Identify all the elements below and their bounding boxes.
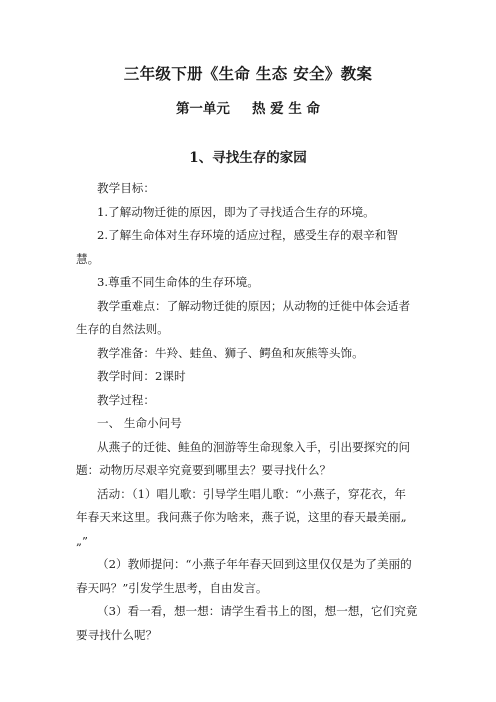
text-line: „” — [76, 533, 88, 548]
text-line: 教学时间：2课时 — [97, 369, 186, 383]
lesson-title: 1、寻找生存的家园 — [189, 150, 307, 166]
text-line: 教学准备：牛羚、蛙鱼、狮子、鳄鱼和灰熊等头饰。 — [97, 345, 364, 360]
text-line: 春天吗？”引发学生思考，自由发言。 — [76, 580, 268, 595]
text-line: （3）看一看，想一想：请学生看书上的图，想一想，它们究竟 — [97, 604, 418, 618]
unit-name: 热 爱 生 命 — [251, 101, 321, 117]
text-line: 生存的自然法则。 — [76, 322, 169, 336]
text-line: 要寻找什么呢？ — [76, 627, 158, 642]
document-title: 三年级下册《生命 生态 安全》教案 — [123, 64, 373, 83]
text-line: 慧。 — [76, 251, 100, 266]
text-line: 一、 生命小问号 — [97, 416, 182, 430]
text-line: 3.尊重不同生命体的生存环境。 — [97, 275, 259, 289]
text-line: 从燕子的迁徙、鲑鱼的洄游等生命现象入手，引出要探究的问 — [97, 439, 411, 454]
text-line: （2）教师提问：“小燕子年年春天回到这里仅仅是为了美丽的 — [97, 557, 412, 571]
text-line: 2.了解生命体对生存环境的适应过程，感受生存的艰辛和智 — [97, 228, 398, 242]
text-line: 1.了解动物迁徙的原因，即为了寻找适合生存的环境。 — [97, 204, 375, 219]
unit-label: 第一单元 — [175, 101, 230, 117]
text-line: 教学目标： — [97, 181, 155, 195]
unit-heading — [0, 97, 496, 117]
text-line: 教学过程： — [97, 392, 155, 407]
text-line: 活动：（1）唱儿歌：引导学生唱儿歌：“小燕子，穿花衣，年 — [97, 486, 406, 501]
text-line: 教学重难点：了解动物迁徙的原因；从动物的迁徙中体会适者 — [97, 298, 411, 313]
text-line: 题：动物历尽艰辛究竟要到哪里去？要寻找什么？ — [76, 463, 332, 477]
text-line: 年春天来这里。我问燕子你为啥来，燕子说，这里的春天最美丽„ — [76, 510, 407, 524]
